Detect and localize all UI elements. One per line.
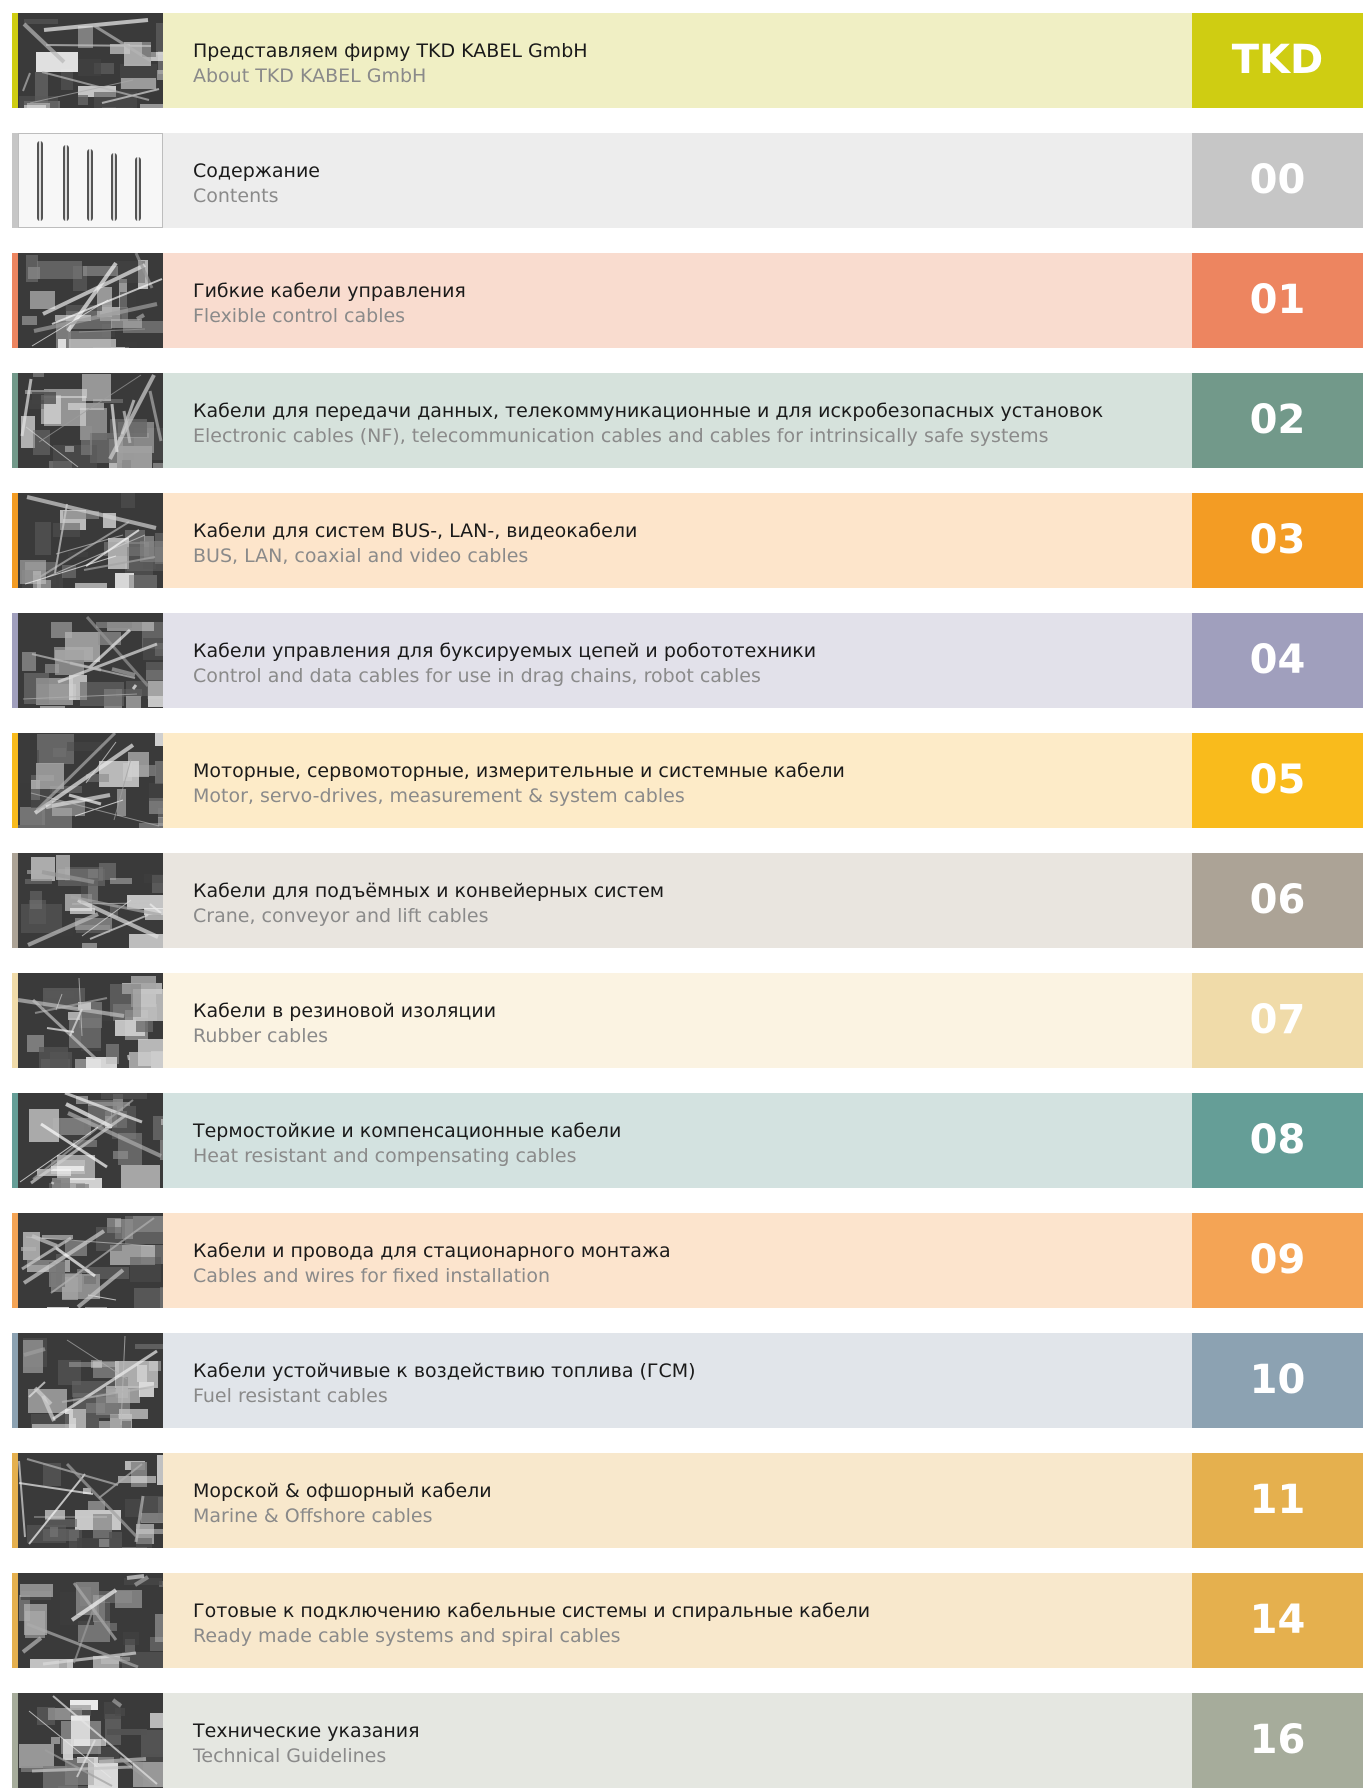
toc-row-06[interactable] — [12, 853, 1363, 948]
cable-bundle-photo-icon — [18, 13, 163, 108]
section-labels — [193, 1239, 1173, 1289]
section-title-en[interactable]: Flexible control cables — [193, 305, 406, 327]
section-number-badge[interactable]: 16 — [1192, 1693, 1363, 1788]
section-labels — [193, 519, 1173, 569]
section-title-en[interactable]: Technical Guidelines — [193, 1745, 387, 1767]
section-title-ru[interactable]: Кабели для систем BUS-, LAN-, видеокабели — [193, 520, 638, 542]
ship-photo-icon — [18, 1453, 163, 1548]
section-number-badge[interactable]: 09 — [1192, 1213, 1363, 1308]
electronics-photo-icon — [18, 373, 163, 468]
section-number-badge[interactable]: TKD — [1192, 13, 1363, 108]
section-labels — [193, 999, 1173, 1049]
toc-row-tkd[interactable] — [12, 13, 1363, 108]
section-title-ru[interactable]: Кабели для передачи данных, телекоммуникационные и для искробезопасных установок — [193, 400, 1104, 422]
section-labels — [193, 1599, 1173, 1649]
crane-photo-icon — [18, 853, 163, 948]
section-title-en[interactable]: BUS, LAN, coaxial and video cables — [193, 545, 529, 567]
toc-row-02[interactable] — [12, 373, 1363, 468]
section-labels — [193, 759, 1173, 809]
section-title-en[interactable]: About TKD KABEL GmbH — [193, 65, 427, 87]
motor-photo-icon — [18, 733, 163, 828]
section-title-en[interactable]: Fuel resistant cables — [193, 1385, 388, 1407]
toc-row-05[interactable] — [12, 733, 1363, 828]
section-number-badge[interactable]: 00 — [1192, 133, 1363, 228]
section-number-badge[interactable]: 10 — [1192, 1333, 1363, 1428]
toc-row-08[interactable] — [12, 1093, 1363, 1188]
toc-row-14[interactable] — [12, 1573, 1363, 1668]
section-title-en[interactable]: Marine & Offshore cables — [193, 1505, 433, 1527]
section-labels — [193, 39, 1173, 89]
section-labels — [193, 279, 1173, 329]
section-title-ru[interactable]: Морской & офшорный кабели — [193, 1480, 492, 1502]
section-labels — [193, 159, 1173, 209]
section-number-badge[interactable]: 05 — [1192, 733, 1363, 828]
toc-row-07[interactable] — [12, 973, 1363, 1068]
section-labels — [193, 399, 1173, 449]
toc-row-01[interactable] — [12, 253, 1363, 348]
section-number-badge[interactable]: 08 — [1192, 1093, 1363, 1188]
section-number-badge[interactable]: 01 — [1192, 253, 1363, 348]
robot-photo-icon — [18, 613, 163, 708]
section-title-en[interactable]: Rubber cables — [193, 1025, 329, 1047]
section-number-badge[interactable]: 04 — [1192, 613, 1363, 708]
section-title-en[interactable]: Crane, conveyor and lift cables — [193, 905, 489, 927]
section-title-en[interactable]: Motor, servo-drives, measurement & system cables — [193, 785, 685, 807]
section-number-badge[interactable]: 06 — [1192, 853, 1363, 948]
section-title-ru[interactable]: Кабели управления для буксируемых цепей и робототехники — [193, 640, 817, 662]
section-number-badge[interactable]: 03 — [1192, 493, 1363, 588]
section-title-ru[interactable]: Готовые к подключению кабельные системы и спиральные кабели — [193, 1600, 871, 1622]
section-number-badge[interactable]: 02 — [1192, 373, 1363, 468]
section-title-en[interactable]: Electronic cables (NF), telecommunication cables and cables for intrinsically safe systems — [193, 425, 1049, 447]
section-title-en[interactable]: Control and data cables for use in drag chains, robot cables — [193, 665, 761, 687]
section-labels — [193, 1479, 1173, 1529]
cable-cross-sections-photo-icon — [18, 133, 163, 228]
toc-row-04[interactable] — [12, 613, 1363, 708]
rubber-cable-photo-icon — [18, 973, 163, 1068]
section-title-ru[interactable]: Технические указания — [193, 1720, 420, 1742]
toc-row-10[interactable] — [12, 1333, 1363, 1428]
section-title-ru[interactable]: Представляем фирму TKD KABEL GmbH — [193, 40, 588, 62]
section-title-en[interactable]: Heat resistant and compensating cables — [193, 1145, 577, 1167]
section-number-badge[interactable]: 14 — [1192, 1573, 1363, 1668]
section-title-en[interactable]: Ready made cable systems and spiral cables — [193, 1625, 621, 1647]
toc-row-11[interactable] — [12, 1453, 1363, 1548]
section-number-badge[interactable]: 11 — [1192, 1453, 1363, 1548]
toc-row-09[interactable] — [12, 1213, 1363, 1308]
toc-row-00[interactable] — [12, 133, 1363, 228]
section-title-ru[interactable]: Кабели и провода для стационарного монтажа — [193, 1240, 671, 1262]
truck-photo-icon — [18, 1573, 163, 1668]
heat-photo-icon — [18, 1093, 163, 1188]
section-title-ru[interactable]: Кабели в резиновой изоляции — [193, 1000, 497, 1022]
toc-row-16[interactable] — [12, 1693, 1363, 1788]
section-labels — [193, 1719, 1173, 1769]
section-title-ru[interactable]: Содержание — [193, 160, 320, 182]
installation-photo-icon — [18, 1213, 163, 1308]
gears-photo-icon — [18, 1693, 163, 1788]
section-title-en[interactable]: Cables and wires for fixed installation — [193, 1265, 550, 1287]
refinery-photo-icon — [18, 1333, 163, 1428]
section-labels — [193, 1359, 1173, 1409]
coaxial-cable-photo-icon — [18, 493, 163, 588]
section-labels — [193, 639, 1173, 689]
section-number-badge[interactable]: 07 — [1192, 973, 1363, 1068]
section-title-ru[interactable]: Кабели для подъёмных и конвейерных систем — [193, 880, 665, 902]
section-title-ru[interactable]: Моторные, сервомоторные, измерительные и системные кабели — [193, 760, 845, 782]
section-title-ru[interactable]: Гибкие кабели управления — [193, 280, 466, 302]
section-title-ru[interactable]: Термостойкие и компенсационные кабели — [193, 1120, 622, 1142]
section-title-ru[interactable]: Кабели устойчивые к воздействию топлива (ГСМ) — [193, 1360, 696, 1382]
section-title-en[interactable]: Contents — [193, 185, 279, 207]
toc-row-03[interactable] — [12, 493, 1363, 588]
flexible-cable-photo-icon — [18, 253, 163, 348]
section-labels — [193, 1119, 1173, 1169]
section-labels — [193, 879, 1173, 929]
